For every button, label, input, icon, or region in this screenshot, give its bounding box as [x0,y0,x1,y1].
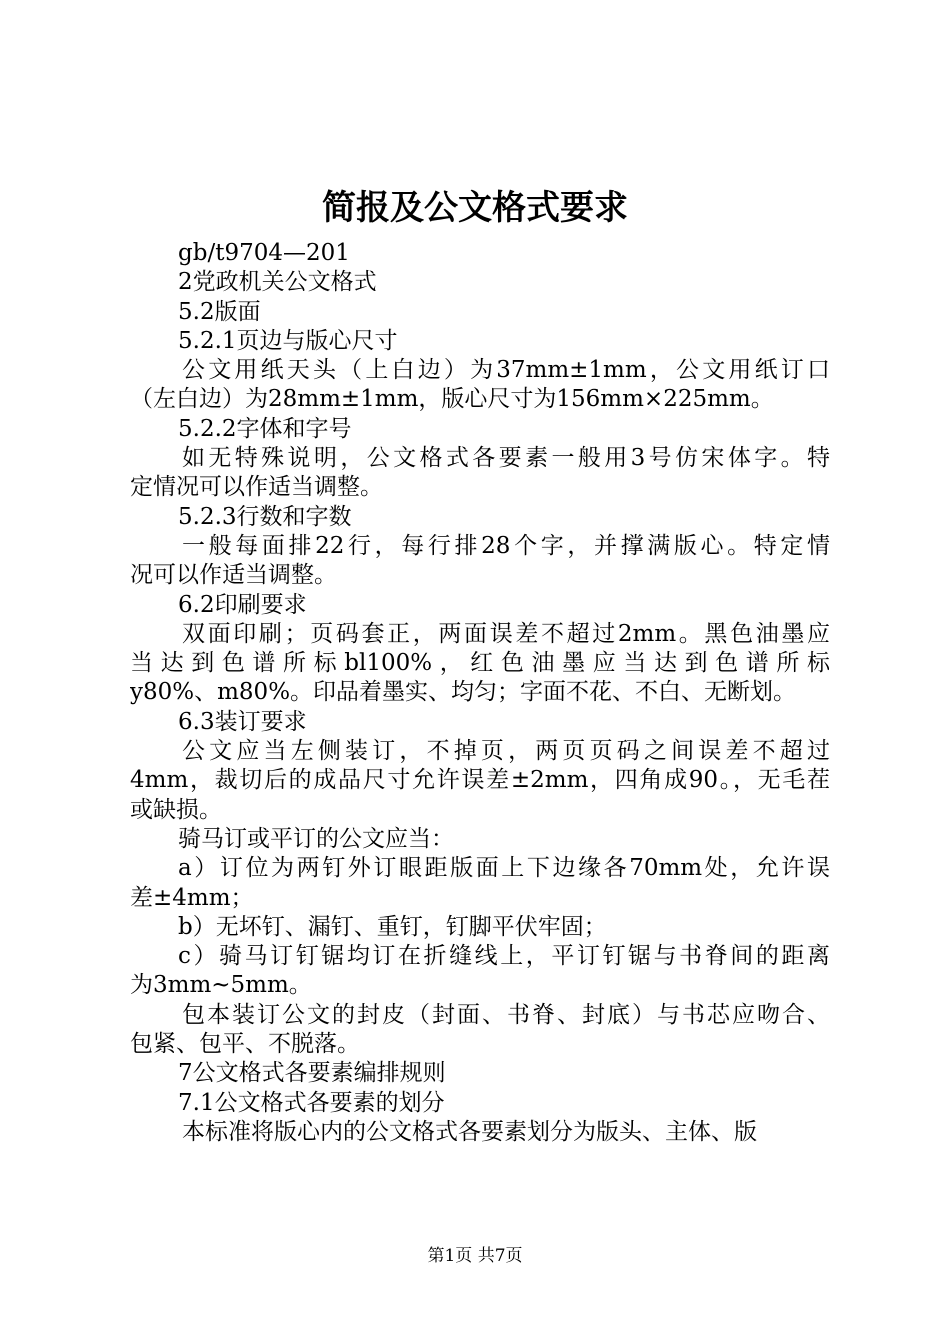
body-line: （左白边）为28mm±1mm，版心尺寸为156mm×225mm。 [130,386,774,413]
body-line: 5.2.2字体和字号 [178,415,352,442]
body-line: 6.3装订要求 [178,708,307,735]
body-line: 况可以作适当调整。 [130,562,337,589]
body-line: b）无坏钉、漏钉、重钉，钉脚平伏牢固； [178,913,607,940]
body-line: c）骑马订钉锯均订在折缝线上，平订钉锯与书脊间的距离 [178,943,830,970]
body-line: y80%、m80%。印品着墨实、均匀；字面不花、不白、无断划。 [130,679,797,706]
body-line: 5.2版面 [178,298,261,325]
body-line: 6.2印刷要求 [178,591,307,618]
document-title: 简报及公文格式要求 [322,188,628,228]
body-line: 公文用纸天头（上白边）为37mm±1mm，公文用纸订口 [182,357,830,384]
body-line: gb/t9704—201 [178,240,350,266]
body-line: 公文应当左侧装订，不掉页，两页页码之间误差不超过 [182,738,830,765]
body-line: 4mm，裁切后的成品尺寸允许误差±2mm，四角成90。，无毛茬 [130,767,830,794]
body-line: 本标准将版心内的公文格式各要素划分为版头、主体、版 [182,1118,757,1145]
body-line: 7.1公文格式各要素的划分 [178,1089,445,1116]
page-footer: 第1页 共7页 [427,1246,523,1266]
body-line: 差±4mm； [130,884,254,911]
document-body [130,239,830,1147]
body-line: 为3mm~5mm。 [130,972,312,999]
body-line: 如无特殊说明，公文格式各要素一般用3号仿宋体字。特 [182,445,830,472]
body-line: 包本装订公文的封皮（封面、书脊、封底）与书芯应吻合、 [182,1001,830,1028]
body-line: 一般每面排22行，每行排28个字，并撑满版心。特定情 [182,532,830,559]
body-line: a）订位为两钉外订眼距版面上下边缘各70mm处，允许误 [178,855,830,882]
body-line: 2党政机关公文格式 [178,269,377,296]
body-line: 5.2.1页边与版心尺寸 [178,327,398,354]
body-line: 5.2.3行数和字数 [178,503,352,530]
body-line: 或缺损。 [130,796,222,823]
body-line: 7公文格式各要素编排规则 [178,1060,446,1087]
body-line: 定情况可以作适当调整。 [130,474,383,501]
body-line: 当达到色谱所标bl100%，红色油墨应当达到色谱所标 [130,650,830,677]
body-line: 骑马订或平订的公文应当： [178,825,454,852]
body-line: 包紧、包平、不脱落。 [130,1031,360,1058]
body-line: 双面印刷；页码套正，两面误差不超过2mm。黑色油墨应 [182,620,830,647]
